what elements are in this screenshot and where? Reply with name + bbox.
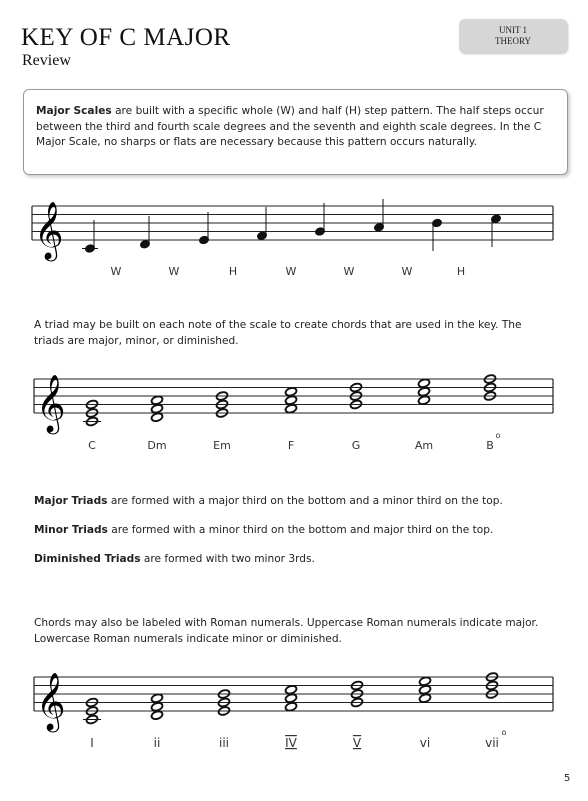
staff-lines (32, 206, 553, 240)
chord-labels (88, 431, 500, 452)
chord-notehead (418, 387, 431, 397)
chord-notehead (151, 702, 164, 712)
roman-chords (83, 672, 498, 725)
chord-label: B (486, 439, 494, 452)
step-label: W (401, 265, 413, 278)
roman-numerals-paragraph: Chords may also be labeled with Roman numerals. Uppercase Roman numerals indicate major. Lowercase Roman numerals indicate minor or diminished. (34, 617, 539, 645)
definition-term: Diminished Triads (34, 553, 141, 565)
page-number: 5 (564, 773, 571, 784)
chord-notehead (418, 378, 431, 388)
step-labels (111, 265, 466, 278)
chord-label: C (88, 439, 96, 452)
chord-notehead (418, 395, 431, 405)
scale-staff (0, 190, 588, 290)
step-label: W (168, 265, 180, 278)
step-label: W (343, 265, 355, 278)
treble-clef-icon: 𝄞 (34, 201, 64, 259)
chord-label: F (287, 439, 295, 452)
minor-triads-definition (34, 523, 554, 539)
chord-notehead (151, 404, 164, 414)
definition-text: are formed with a minor third on the bottom and major third on the top. (107, 524, 494, 536)
chord-label: G (351, 439, 361, 452)
triad-chords (83, 374, 496, 427)
treble-clef-icon: 𝄞 (36, 374, 66, 432)
roman-staff (0, 668, 588, 758)
triads-paragraph: A triad may be built on each note of the scale to create chords that are used in the key. The triads are major, minor, or diminished. (34, 319, 522, 347)
chord-notehead (419, 685, 432, 695)
roman-labels (90, 728, 506, 750)
chord-notehead (285, 404, 298, 414)
page-title: KEY OF C MAJOR (21, 24, 231, 51)
chord-label: Em (213, 439, 231, 452)
roman-label: V (352, 736, 362, 750)
unit-badge (459, 19, 567, 53)
treble-clef-icon: 𝄞 (36, 672, 66, 730)
chord-notehead (151, 693, 164, 703)
intro-text: are built with a specific whole (W) and half (H) step pattern. The half steps occur between the third and fourth scale degrees and the seventh and eighth scale degrees. In the C Major Scale, no sharps or flats are necessary because this pattern occurs naturally. (36, 105, 544, 149)
chord-notehead (419, 676, 432, 686)
page-subtitle: Review (22, 52, 71, 69)
intro-box (23, 89, 568, 175)
definition-text: are formed with two minor 3rds. (140, 553, 315, 565)
definition-term: Major Triads (34, 495, 108, 507)
chord-notehead (285, 395, 298, 405)
chord-staff (0, 370, 588, 460)
roman-label: iii (218, 736, 230, 750)
chord-notehead (151, 395, 164, 405)
step-label: W (110, 265, 122, 278)
diminished-symbol: o (501, 728, 507, 737)
intro-term: Major Scales (36, 105, 112, 117)
roman-label: vi (419, 736, 431, 750)
roman-label: I (90, 736, 94, 750)
chord-notehead (285, 685, 298, 695)
unit-badge-line2: THEORY (495, 36, 531, 46)
step-label: H (456, 265, 466, 278)
unit-badge-line1: UNIT 1 (498, 25, 528, 35)
definition-term: Minor Triads (34, 524, 108, 536)
chord-label: Dm (147, 439, 167, 452)
major-triads-definition (34, 494, 554, 510)
chord-label: Am (414, 439, 434, 452)
definition-text: are formed with a major third on the bottom and a minor third on the top. (107, 495, 503, 507)
scale-notes (82, 199, 502, 253)
chord-notehead (285, 387, 298, 397)
chord-notehead (151, 412, 164, 422)
chord-notehead (151, 710, 164, 720)
roman-label: ii (153, 736, 161, 750)
step-label: H (228, 265, 238, 278)
roman-label: IV (285, 736, 297, 750)
roman-label: vii (485, 736, 499, 750)
chord-notehead (285, 702, 298, 712)
chord-notehead (419, 693, 432, 703)
chord-notehead (285, 693, 298, 703)
diminished-symbol: o (495, 431, 501, 440)
diminished-triads-definition (34, 552, 554, 568)
step-label: W (285, 265, 297, 278)
